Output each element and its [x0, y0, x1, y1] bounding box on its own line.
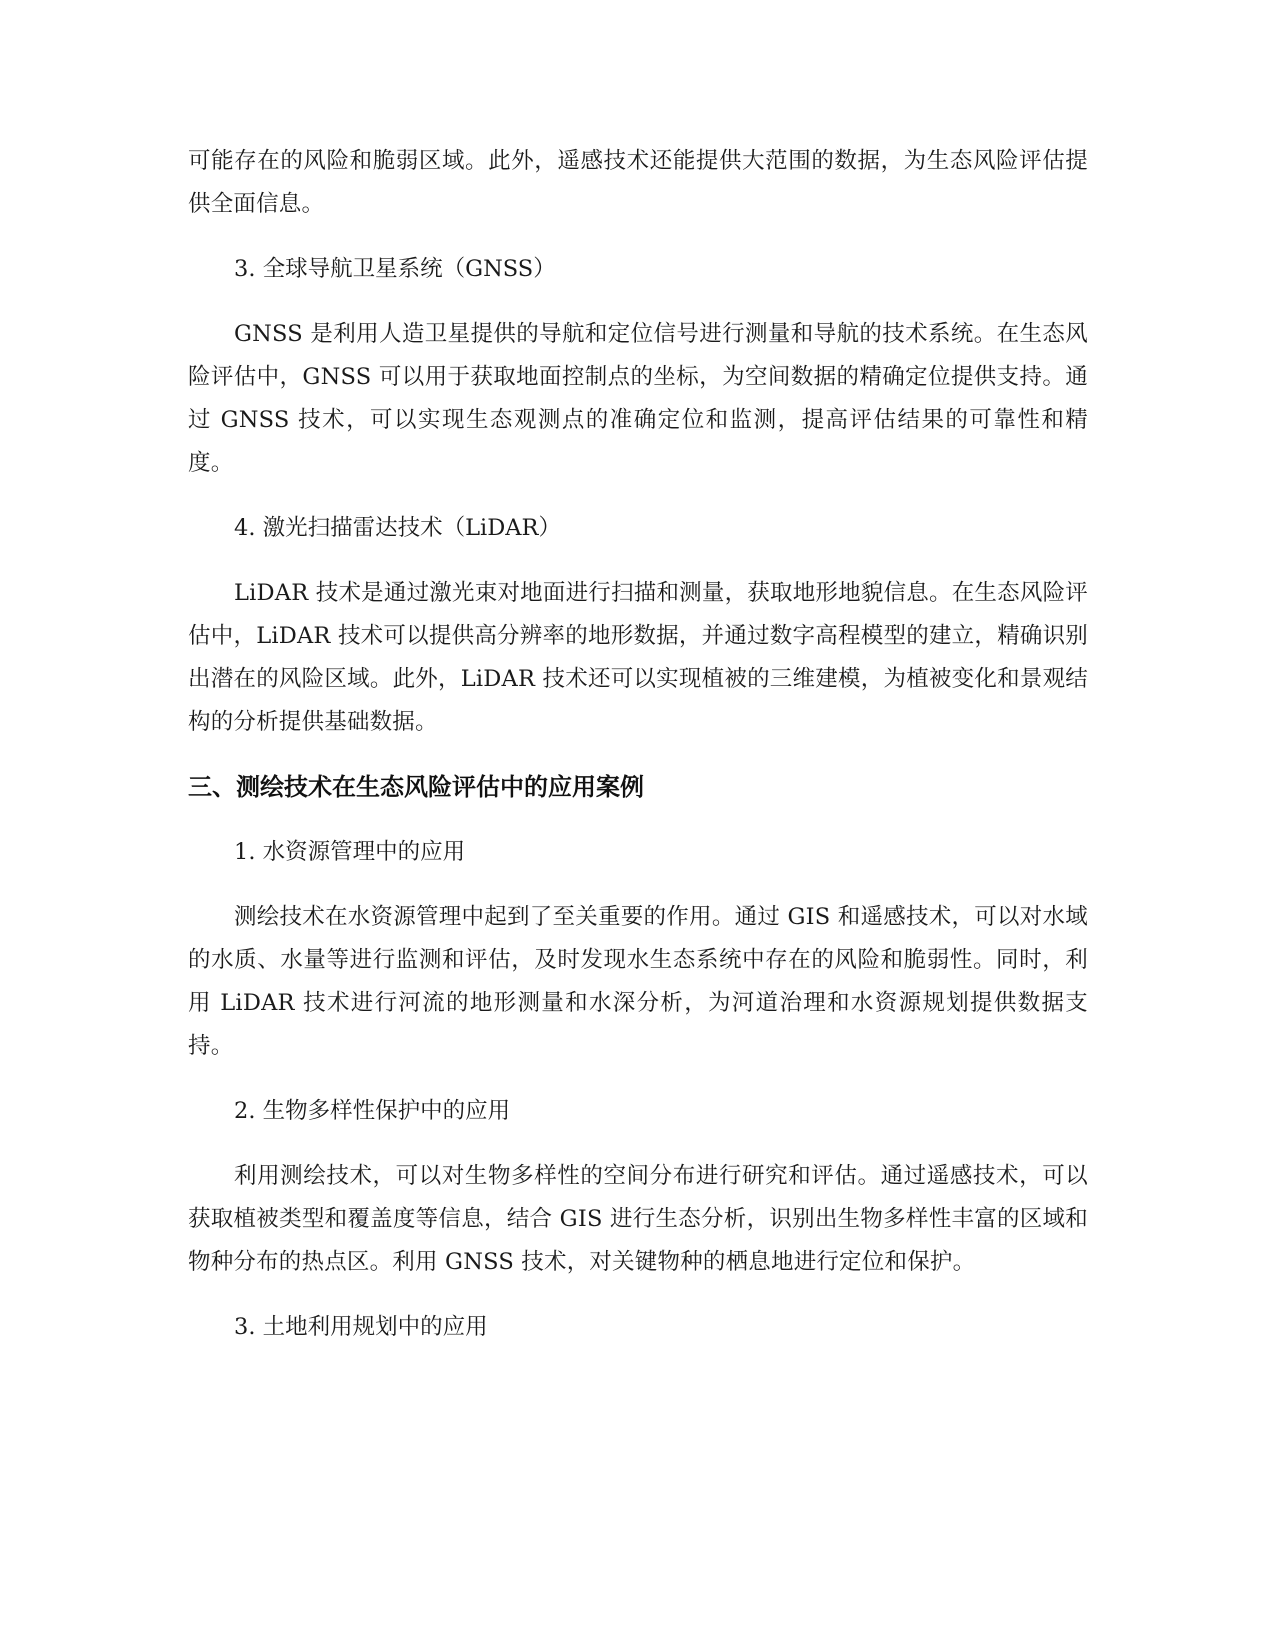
subheading-water-resources: 1. 水资源管理中的应用: [234, 839, 466, 865]
paragraph-lidar: LiDAR 技术是通过激光束对地面进行扫描和测量，获取地形地貌信息。在生态风险评估中，LiDAR 技术可以提供高分辨率的地形数据，并通过数字高程模型的建立，精确识别出潜在的风险区域。此外，LiDAR 技术还可以实现植被的三维建模，为植被变化和景观结构的分析提供基础数据。: [188, 580, 1088, 735]
document-body: [188, 140, 1088, 1371]
subheading-lidar: 4. 激光扫描雷达技术（LiDAR）: [234, 515, 561, 541]
subheading-biodiversity: 2. 生物多样性保护中的应用: [234, 1098, 511, 1124]
subheading-land-use: 3. 土地利用规划中的应用: [234, 1314, 488, 1340]
subheading-gnss: 3. 全球导航卫星系统（GNSS）: [234, 256, 556, 282]
paragraph-water-resources: 测绘技术在水资源管理中起到了至关重要的作用。通过 GIS 和遥感技术，可以对水域的水质、水量等进行监测和评估，及时发现水生态系统中存在的风险和脆弱性。同时，利用 LiDAR 技术进行河流的地形测量和水深分析，为河道治理和水资源规划提供数据支持。: [188, 904, 1088, 1059]
section-heading-application-cases: 三、测绘技术在生态风险评估中的应用案例: [188, 773, 644, 801]
paragraph-gnss: GNSS 是利用人造卫星提供的导航和定位信号进行测量和导航的技术系统。在生态风险评估中，GNSS 可以用于获取地面控制点的坐标，为空间数据的精确定位提供支持。通过 GNSS 技术，可以实现生态观测点的准确定位和监测，提高评估结果的可靠性和精度。: [188, 321, 1088, 476]
paragraph-remote-sensing-end: 可能存在的风险和脆弱区域。此外，遥感技术还能提供大范围的数据，为生态风险评估提供全面信息。: [188, 148, 1088, 217]
paragraph-biodiversity: 利用测绘技术，可以对生物多样性的空间分布进行研究和评估。通过遥感技术，可以获取植被类型和覆盖度等信息，结合 GIS 进行生态分析，识别出生物多样性丰富的区域和物种分布的热点区。利用 GNSS 技术，对关键物种的栖息地进行定位和保护。: [188, 1163, 1088, 1275]
